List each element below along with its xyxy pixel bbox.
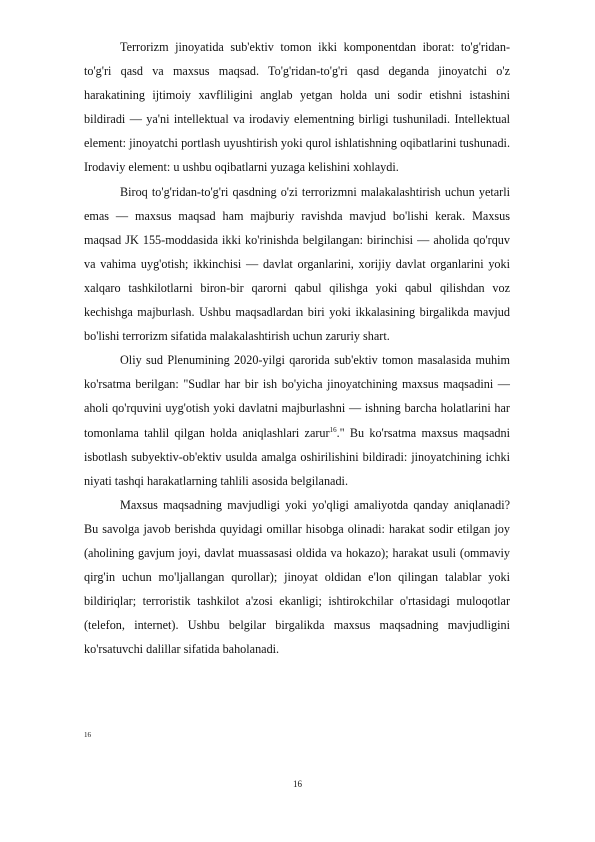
footnote-reference[interactable]: 16 bbox=[329, 425, 337, 434]
page-body bbox=[84, 35, 510, 661]
paragraph-subjective-side: Terrorizm jinoyatida sub'ektiv tomon ikki komponentdan iborat: to'g'ridan-to'g'ri qasd va maxsus maqsad. To'g'ridan-to'g'ri qasd deganda jinoyatchi o'z harakatining ijtimoiy xavfliligini anglab yetgan holda uni sodir etishni istashini bildiradi — ya'ni intellektual va irodaviy elementning birligi tushuniladi. Intellektual element: jinoyatchi portlash uyushtirish yoki qurol ishlatishning oqibatlarini tushunadi. Irodaviy element: u ushbu oqibatlarni yuzaga kelishini xohlaydi. bbox=[84, 40, 510, 175]
footnote-marker: 16 bbox=[84, 731, 91, 739]
plenum-text-before: Oliy sud Plenumining 2020-yilgi qarorida sub'ektiv tomon masalasida muhim ko'rsatma berilgan: "Sudlar har bir ish bo'yicha jinoyatchining maxsus maqsadini — aholi qo'rquvini uyg'otish yoki davlatni majburlashni — ishning barcha holatlarini har tomonlama tahlil qilgan holda aniqlashlari zarur bbox=[84, 353, 510, 440]
plenum-text-after: ." Bu ko'rsatma maxsus maqsadni isbotlash subyektiv-ob'ektiv usulda amalga oshirilishini bildiradi: jinoyatchining ichki niyati tashqi harakatlarning tahlili asosida belgilanadi. bbox=[84, 425, 511, 488]
page-number: 16 bbox=[293, 779, 302, 789]
paragraph-evidence-factors: Maxsus maqsadning mavjudligi yoki yo'qligi amaliyotda qanday aniqlanadi? Bu savolga javob berishda quyidagi omillar hisobga olinadi: harakat sodir etilgan joy (aholining gavjum joyi, davlat muassasasi oldida va hokazo); harakat usuli (ommaviy qirg'in uchun mo'ljallangan qurollar); jinoyat oldidan e'lon qilingan talablar yoki bildiriqlar; terroristik tashkilot a'zosi ekanligi; ishtirokchilar o'rtasidagi muloqotlar (telefon, internet). Ushbu belgilar birgalikda maxsus maqsadning mavjudligini ko'rsatuvchi dalillar sifatida baholanadi. bbox=[84, 497, 510, 657]
paragraph-special-purpose: Biroq to'g'ridan-to'g'ri qasdning o'zi terrorizmni malakalashtirish uchun yetarli emas — maxsus maqsad ham majburiy ravishda mavjud bo'lishi kerak. Maxsus maqsad JK 155-moddasida ikki ko'rinishda belgilangan: birinchisi — aholida qo'rquv va vahima uyg'otish; ikkinchisi — davlat organlarini, xorijiy davlat organlarini yoki xalqaro tashkilotlarni biron-bir qarorni qabul qilishga yoki qabul qilishdan voz kechishga majburlash. Ushbu maqsadlardan biri yoki ikkalasining birgalikda mavjud bo'lishi terrorizm sifatida malakalashtirish uchun zaruriy shart. bbox=[84, 184, 510, 344]
paragraph-plenum-guidance bbox=[84, 348, 510, 493]
